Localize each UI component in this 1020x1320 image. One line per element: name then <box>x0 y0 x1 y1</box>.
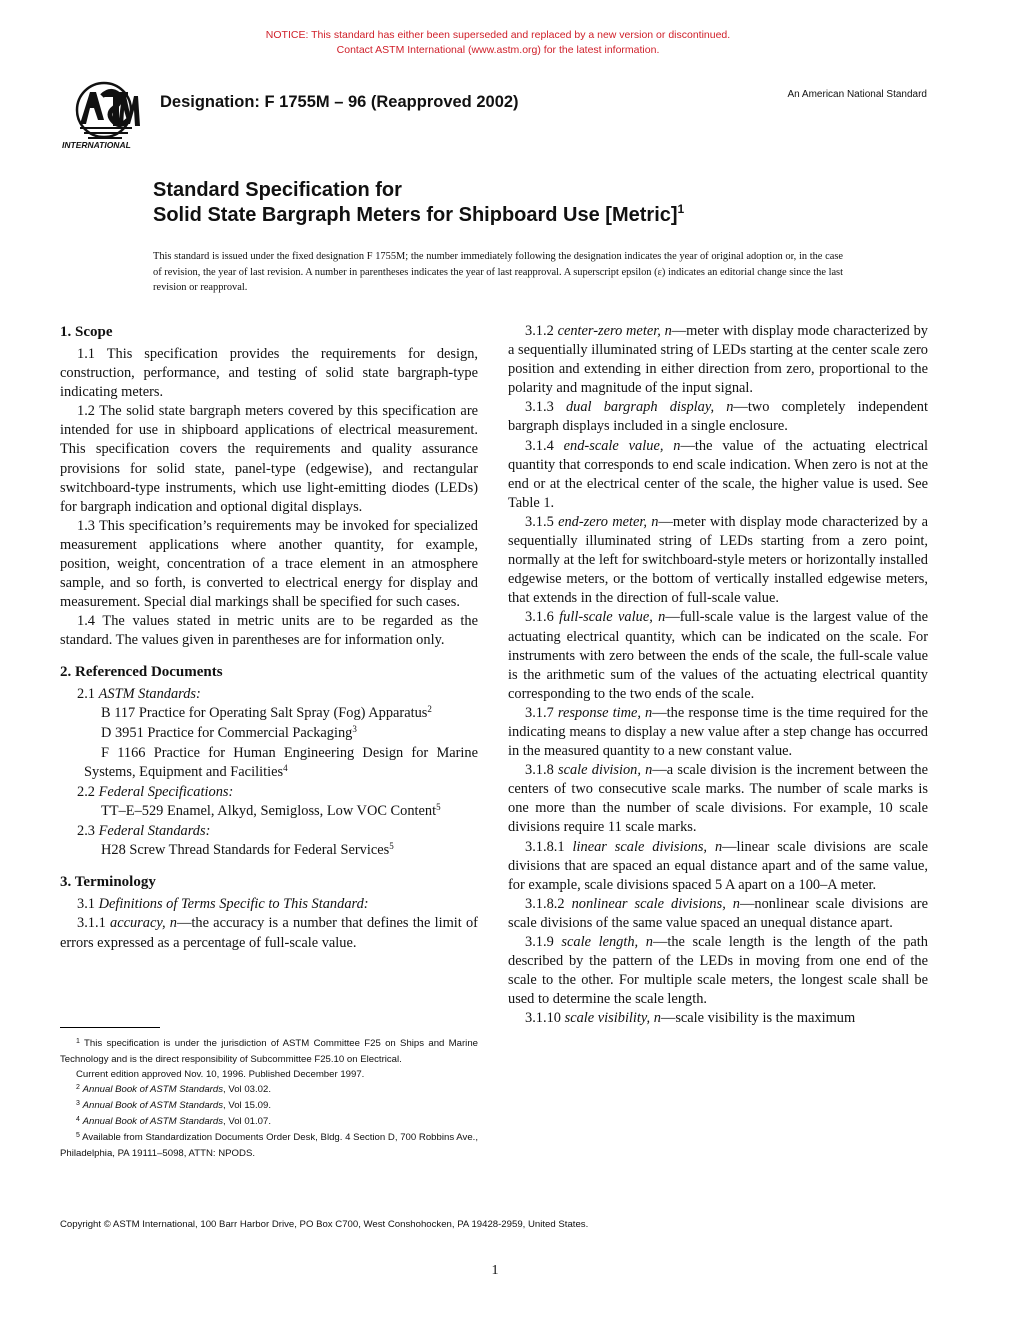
term-text: —the response time is the time required for the indicating means to display a new value after a step change has occurred in the measured quantity to a new constant value. <box>508 704 928 760</box>
term-name: accuracy, n <box>110 915 177 932</box>
term-number: 3.1.8.2 <box>525 895 565 912</box>
term-name: response time, n <box>557 704 653 721</box>
ref-federal-specifications <box>60 783 478 802</box>
ref-f1166 <box>60 744 478 783</box>
def-number: 3.1 <box>77 896 95 913</box>
term-number: 3.1.7 <box>525 704 554 721</box>
ref-d3951 <box>60 724 478 744</box>
title-footnote-mark: 1 <box>677 202 685 216</box>
ref-fed-std-label: Federal Standards: <box>98 823 211 840</box>
footnote-mark: 3 <box>76 1100 80 1107</box>
ref-fed-spec-number: 2.2 <box>77 783 95 800</box>
footnote-mark: 4 <box>76 1116 80 1123</box>
term-number: 3.1.4 <box>525 437 554 454</box>
def-label: Definitions of Terms Specific to This Standard: <box>98 896 369 913</box>
term-number: 3.1.10 <box>525 1010 561 1027</box>
ref-b117-text: B 117 Practice for Operating Salt Spray (Fog) Apparatus <box>101 704 428 721</box>
ref-f1166-text: F 1166 Practice for Human Engineering Design for Marine Systems, Equipment and Facilities <box>84 744 478 780</box>
paragraph-3-1 <box>60 895 478 914</box>
ref-b117-footnote: 2 <box>427 703 432 714</box>
footnote-mark: 1 <box>76 1038 80 1045</box>
footnote-book: Annual Book of ASTM Standards <box>82 1084 224 1095</box>
footnotes <box>60 1036 478 1161</box>
term-name: scale visibility, n <box>564 1010 661 1027</box>
term-name: full-scale value, n <box>559 609 666 626</box>
ref-f1166-footnote: 4 <box>283 762 288 773</box>
ref-tte529 <box>60 802 478 822</box>
footnote-text: Available from Standardization Documents Order Desk, Bldg. 4 Section D, 700 Robbins Ave., Philadelphia, PA 19111–5098, ATTN: NPODS. <box>60 1132 478 1159</box>
ref-d3951-footnote: 3 <box>352 723 357 734</box>
term-3-1-3 <box>508 398 928 436</box>
footnote-1 <box>60 1036 478 1067</box>
term-number: 3.1.3 <box>525 399 554 416</box>
ref-federal-standards <box>60 822 478 841</box>
ref-astm-label: ASTM Standards: <box>98 685 201 702</box>
term-3-1-5 <box>508 513 928 608</box>
footnote-text: This specification is under the jurisdiction of ASTM Committee F25 on Ships and Marine Technology and is the direct responsibility of Subcommittee F25.10 on Electrical. <box>60 1038 478 1065</box>
title-line-2 <box>153 203 684 230</box>
footnote-3 <box>60 1098 478 1114</box>
footnote-book: Annual Book of ASTM Standards <box>82 1100 224 1111</box>
term-name: end-zero meter, n <box>558 513 659 530</box>
ref-fed-std-number: 2.3 <box>77 823 95 840</box>
term-3-1-1 <box>60 914 478 952</box>
title-line-1: Standard Specification for <box>153 179 402 201</box>
term-3-1-8-1 <box>508 838 928 895</box>
supersede-notice <box>0 28 996 58</box>
ref-fed-spec-label: Federal Specifications: <box>98 783 234 800</box>
footnote-1b: Current edition approved Nov. 10, 1996. Published December 1997. <box>76 1069 365 1080</box>
ref-tte529-footnote: 5 <box>436 802 441 813</box>
term-name: scale length, n <box>561 934 653 950</box>
ref-b117 <box>60 704 478 724</box>
national-standard-label: An American National Standard <box>787 89 927 100</box>
term-3-1-7 <box>508 704 928 761</box>
footnote-mark: 2 <box>76 1084 80 1091</box>
term-name: dual bargraph display, n <box>565 399 734 416</box>
footnote-volume: , Vol 15.09. <box>223 1100 272 1111</box>
copyright-line: Copyright © ASTM International, 100 Barr Harbor Drive, PO Box C700, West Conshohocken, PA 19428-2959, United States. <box>60 1219 589 1230</box>
term-number: 3.1.9 <box>525 934 554 950</box>
section-scope-heading: 1. Scope <box>60 324 113 340</box>
term-3-1-8-2 <box>508 895 928 933</box>
term-text: —a scale division is the increment between the centers of two consecutive scale marks. The number of scale marks is one more than the number of scale divisions. For example, 10 scale divisions require 11 scale marks. <box>508 762 928 836</box>
term-name: nonlinear scale divisions, n <box>571 895 740 912</box>
term-name: center-zero meter, n <box>557 323 672 339</box>
ref-h28-footnote: 5 <box>389 841 394 852</box>
footnote-mark: 5 <box>76 1132 80 1139</box>
document-title <box>153 178 684 230</box>
footnote-divider <box>60 1027 160 1028</box>
footnote-4 <box>60 1114 478 1130</box>
paragraph-1-2: 1.2 The solid state bargraph meters covered by this specification are intended for use in shipboard applications of electrical measurement. This specification covers the requirements and quality assurance provisions for solid state, panel-type (edgewise), and rectangular switchboard-type instruments, which use light-emitting diodes (LEDs) for bargraph indication and optional digital displays. <box>60 403 478 515</box>
term-number: 3.1.2 <box>525 323 554 339</box>
term-3-1-9 <box>508 933 928 1009</box>
logo-text: INTERNATIONAL <box>62 140 131 150</box>
paragraph-1-4: 1.4 The values stated in metric units are to be regarded as the standard. The values given in parentheses are for information only. <box>60 613 478 649</box>
ref-d3951-text: D 3951 Practice for Commercial Packaging <box>101 724 353 741</box>
term-3-1-10 <box>508 1009 928 1028</box>
term-text: —the scale length is the length of the path described by the pattern of the LEDs in moving from one end of the scale to the other. For multiple scale meters, the longest scale shall be used to determine the scale length. <box>508 934 928 1008</box>
footnote-volume: , Vol 01.07. <box>223 1116 272 1127</box>
footnote-2 <box>60 1082 478 1098</box>
term-number: 3.1.1 <box>77 915 106 932</box>
term-3-1-4 <box>508 437 928 513</box>
footnote-volume: , Vol 03.02. <box>223 1084 272 1095</box>
term-text: —nonlinear scale divisions are scale divisions of the same value spaced an unequal distance apart. <box>508 895 928 931</box>
title-line-2-text: Solid State Bargraph Meters for Shipboard Use [Metric] <box>153 204 678 226</box>
footnote-book: Annual Book of ASTM Standards <box>82 1116 224 1127</box>
term-name: linear scale divisions, n <box>572 838 723 855</box>
term-text: —linear scale divisions are scale divisions that are spaced an equal distance apart and of the same value, for example, scale divisions spaced 5 A apart on a 100–A meter. <box>508 838 928 893</box>
section-referenced-heading: 2. Referenced Documents <box>60 663 223 680</box>
issued-note: This standard is issued under the fixed designation F 1755M; the number immediately following the designation indicates the year of original adoption or, in the case of revision, the year of last revision. A number in parentheses indicates the year of last reapproval. A superscript epsilon (ε) indicates an editorial change since the last revision or reapproval. <box>153 251 843 293</box>
term-3-1-6 <box>508 608 928 703</box>
page-number: 1 <box>491 1263 499 1278</box>
section-terminology-heading: 3. Terminology <box>60 874 156 891</box>
term-text: —meter with display mode characterized by a sequentially illuminated string of LEDs starting from a zero point, normally at the left for switchboard-style meters or horizontally installed edgewise meters, or the bottom of vertically installed edgewise meters, that extends in the direction of full-scale value. <box>508 513 929 607</box>
term-text: —full-scale value is the largest value of the actuating electrical quantity, which can be indicated on the scale. For instruments with zero between the ends of the scale, the full-scale value is the arithmetic sum of the values of the actuating electrical quantity corresponding to the two ends of the scale. <box>508 609 928 702</box>
paragraph-1-3: 1.3 This specification’s requirements may be invoked for specialized measurement applications where another quantity, for example, position, weight, concentration of a trace element in an atmosphere sample, and so forth, is converted to electrical energy for display and measurement. Special dial markings shall be specified for such cases. <box>60 517 478 611</box>
notice-line-1: NOTICE: This standard has either been superseded and replaced by a new version or discontinued. <box>265 29 731 41</box>
term-number: 3.1.8.1 <box>525 838 565 855</box>
term-name: scale division, n <box>558 762 653 779</box>
ref-tte529-text: TT–E–529 Enamel, Alkyd, Semigloss, Low VOC Content <box>101 803 437 820</box>
term-number: 3.1.6 <box>525 609 554 626</box>
term-number: 3.1.5 <box>525 513 554 530</box>
term-text: —scale visibility is the maximum <box>660 1010 856 1027</box>
term-text: —two completely independent bargraph displays included in a single enclosure. <box>508 399 928 435</box>
ref-astm-number: 2.1 <box>77 685 95 702</box>
left-column <box>60 322 478 953</box>
term-3-1-8 <box>508 761 928 837</box>
term-name: end-scale value, n <box>563 437 681 454</box>
term-number: 3.1.8 <box>525 762 554 779</box>
paragraph-1-1: 1.1 This specification provides the requirements for design, construction, performance, and testing of solid state bargraph-type indicating meters. <box>60 346 478 401</box>
term-text: —the value of the actuating electrical quantity that corresponds to end scale indication. When zero is not at the end or at the electrical center of the scale, the higher value is used. See Table 1. <box>508 437 929 511</box>
term-3-1-2 <box>508 322 928 398</box>
ref-h28 <box>60 841 478 861</box>
notice-line-2: Contact ASTM International (www.astm.org) for the latest information. <box>336 44 660 56</box>
term-text: —meter with display mode characterized by a sequentially illuminated string of LEDs starting at the center scale zero position and extending in either direction from zero, proportional to the polarity and magnitude of the input signal. <box>508 323 928 397</box>
footnote-5 <box>60 1130 478 1161</box>
ref-astm-standards <box>60 685 478 704</box>
right-column <box>508 322 928 1028</box>
designation: Designation: F 1755M – 96 (Reapproved 2002) <box>160 93 519 111</box>
ref-h28-text: H28 Screw Thread Standards for Federal Services <box>101 842 390 859</box>
term-text: —the accuracy is a number that defines the limit of errors expressed as a percentage of full-scale value. <box>60 915 478 951</box>
astm-logo <box>58 80 148 154</box>
